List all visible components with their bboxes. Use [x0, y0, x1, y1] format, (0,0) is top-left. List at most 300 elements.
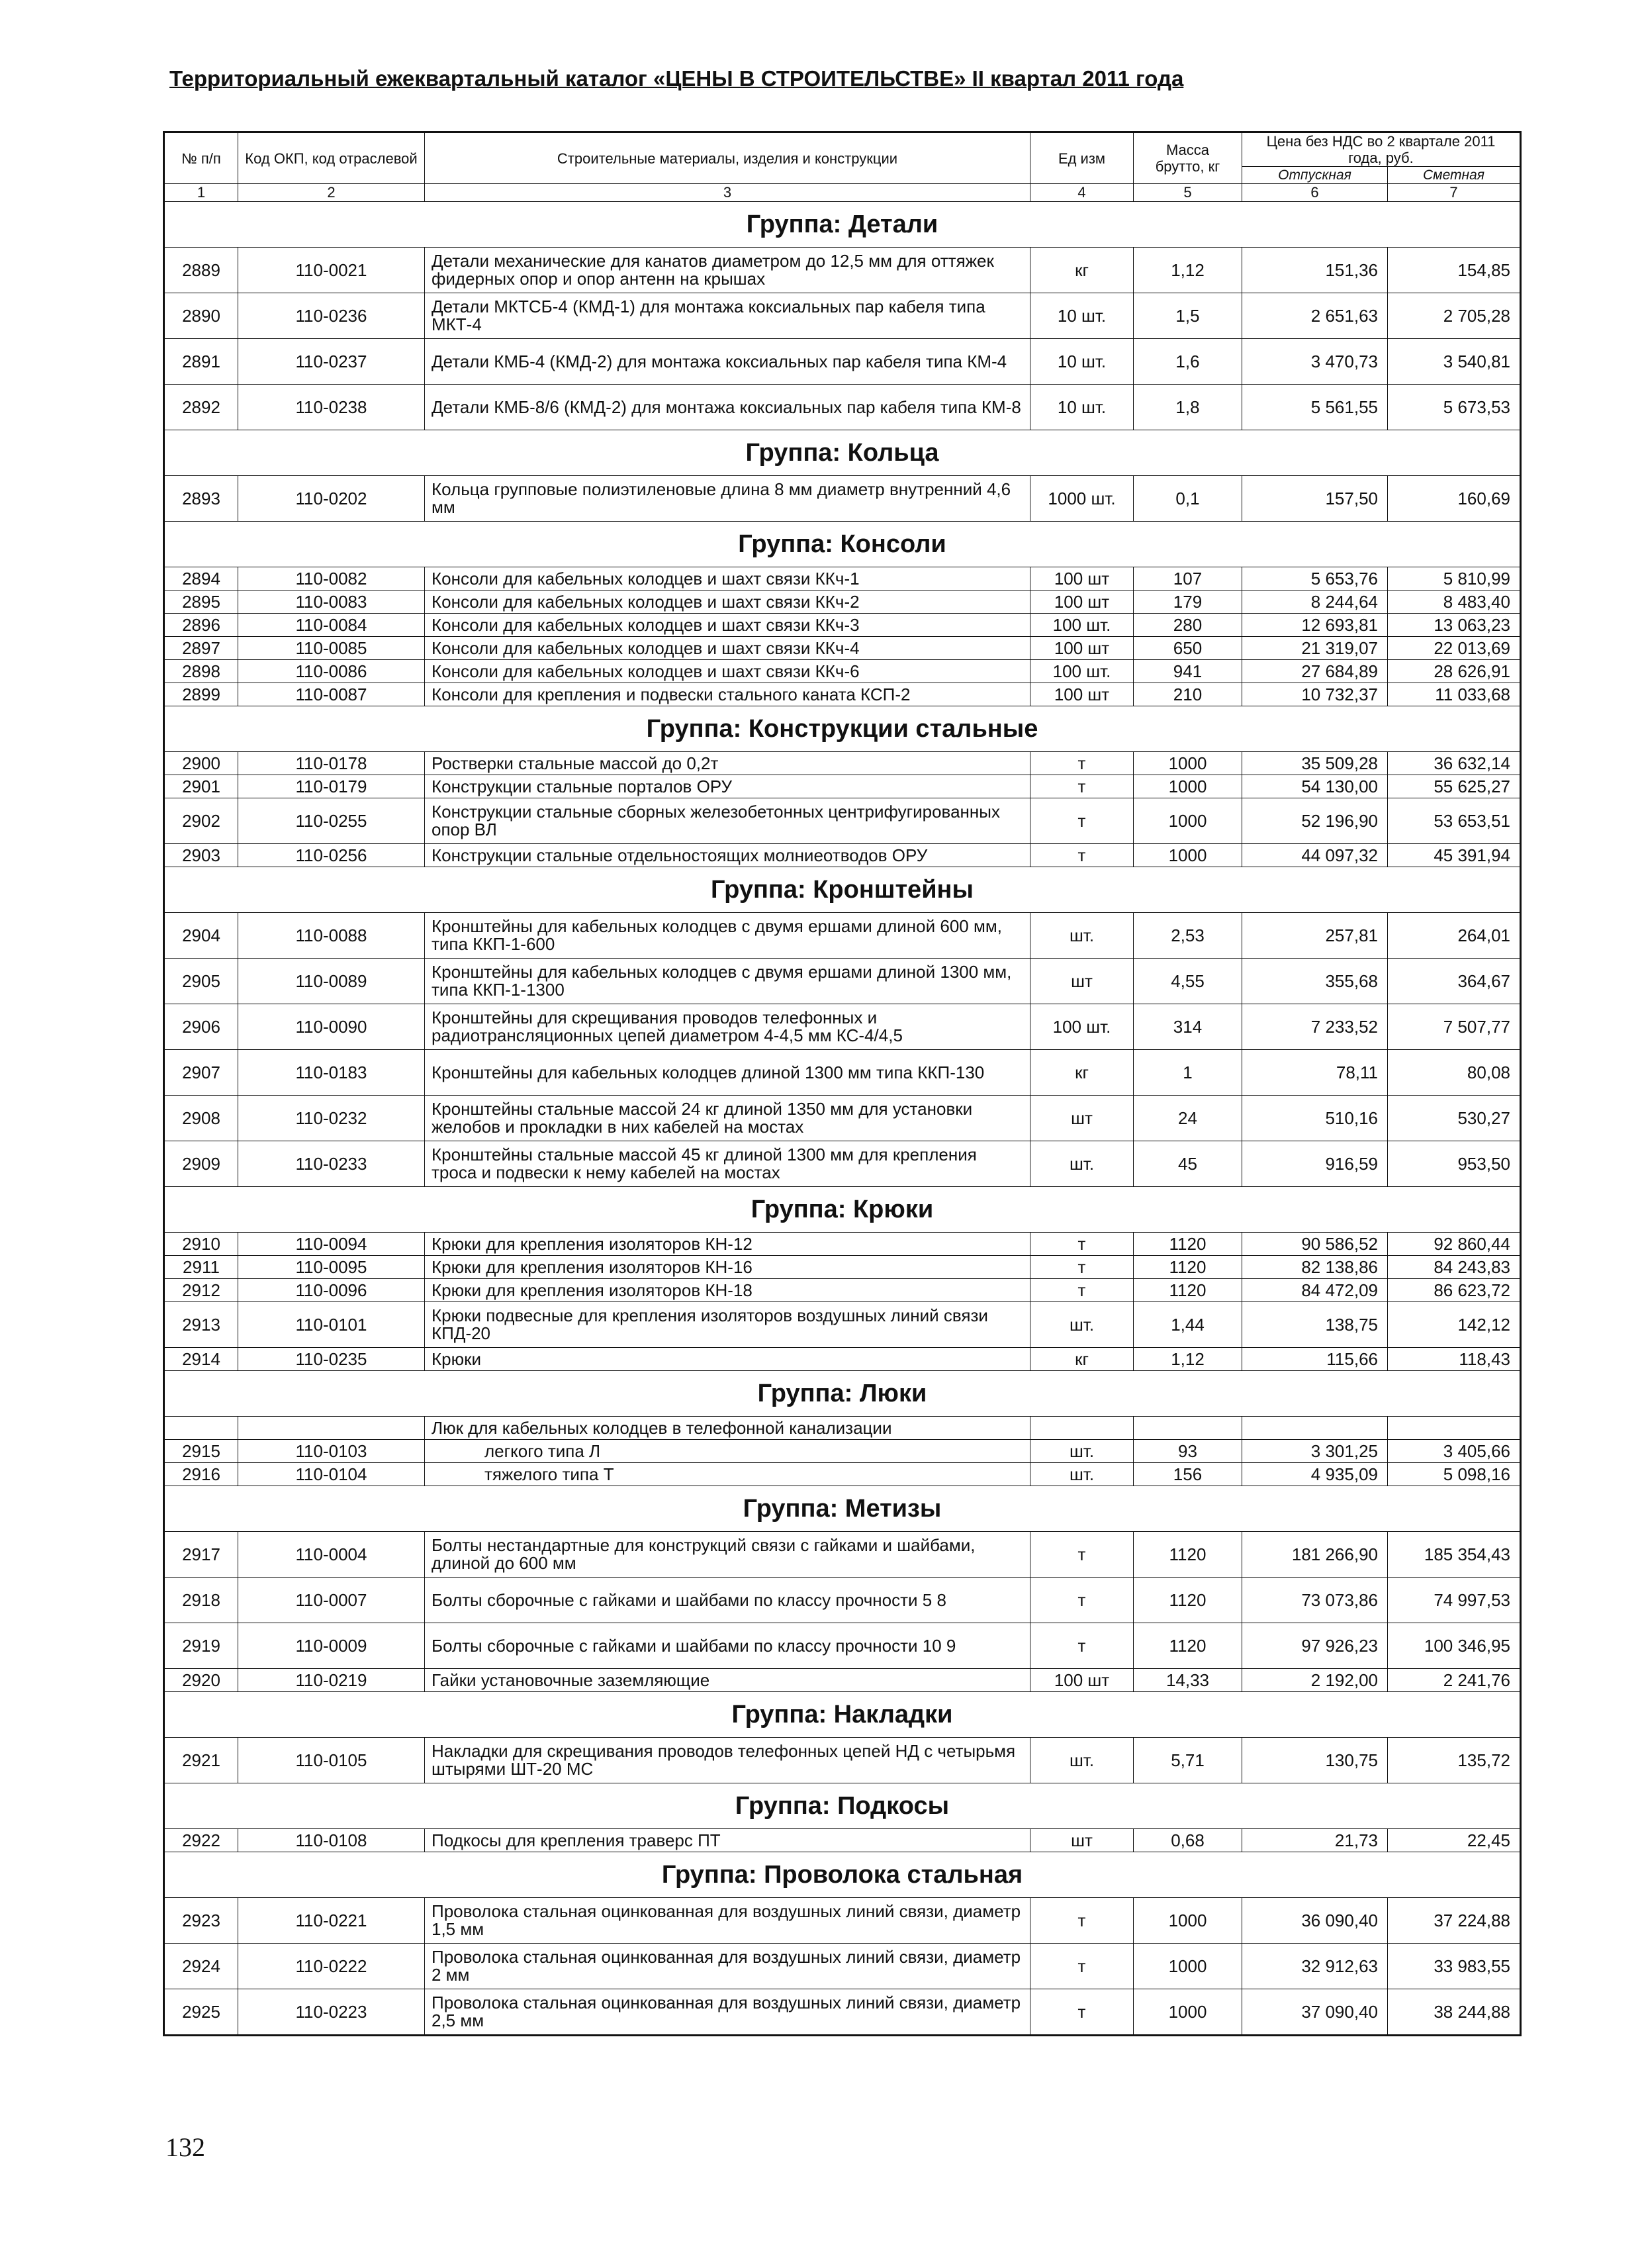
table-row: [164, 614, 1521, 637]
price-estimate: [1388, 1417, 1521, 1440]
gross-mass: 0,68: [1134, 1829, 1242, 1852]
header-code: Код ОКП, код отраслевой: [238, 132, 425, 184]
row-number: 2917: [164, 1532, 238, 1578]
table-row: [164, 339, 1521, 385]
price-estimate: 100 346,95: [1388, 1623, 1521, 1669]
group-row: [164, 1692, 1521, 1738]
price-estimate: 5 810,99: [1388, 567, 1521, 591]
okp-code: 110-0238: [238, 385, 425, 430]
price-release: 5 561,55: [1242, 385, 1388, 430]
gross-mass: 1120: [1134, 1256, 1242, 1279]
table-body: [164, 132, 1521, 2036]
price-estimate: 86 623,72: [1388, 1279, 1521, 1302]
item-name: Детали КМБ-8/6 (КМД-2) для монтажа коксиальных пар кабеля типа КМ-8: [425, 385, 1030, 430]
gross-mass: 1120: [1134, 1532, 1242, 1578]
table-row: [164, 476, 1521, 522]
table-row: [164, 1417, 1521, 1440]
gross-mass: 1000: [1134, 752, 1242, 775]
okp-code: 110-0088: [238, 913, 425, 959]
group-title: Группа: Подкосы: [164, 1783, 1521, 1829]
unit-of-measure: шт.: [1030, 1463, 1134, 1486]
table-row: [164, 293, 1521, 339]
page-title: Территориальный ежеквартальный каталог «ЦЕНЫ В СТРОИТЕЛЬСТВЕ» II квартал 2011 года: [169, 66, 1184, 91]
unit-of-measure: т: [1030, 1256, 1134, 1279]
price-release: 12 693,81: [1242, 614, 1388, 637]
table-row: [164, 1989, 1521, 2036]
price-release: 37 090,40: [1242, 1989, 1388, 2036]
price-estimate: 11 033,68: [1388, 683, 1521, 706]
header-price-estimate: Сметная: [1388, 167, 1521, 184]
price-estimate: 53 653,51: [1388, 798, 1521, 844]
unit-of-measure: шт.: [1030, 1738, 1134, 1783]
gross-mass: 1000: [1134, 1989, 1242, 2036]
okp-code: 110-0087: [238, 683, 425, 706]
item-name: Болты сборочные с гайками и шайбами по классу прочности 5 8: [425, 1578, 1030, 1623]
header-price: Цена без НДС во 2 квартале 2011 года, руб.: [1242, 132, 1521, 167]
okp-code: 110-0086: [238, 660, 425, 683]
group-row: [164, 202, 1521, 248]
table-row: [164, 1096, 1521, 1141]
price-estimate: 13 063,23: [1388, 614, 1521, 637]
okp-code: 110-0090: [238, 1004, 425, 1050]
price-release: 73 073,86: [1242, 1578, 1388, 1623]
group-row: [164, 1783, 1521, 1829]
item-name: Проволока стальная оцинкованная для воздушных линий связи, диаметр 1,5 мм: [425, 1898, 1030, 1944]
row-number: 2900: [164, 752, 238, 775]
item-name: Кронштейны для кабельных колодцев с двумя ершами длиной 600 мм, типа ККП-1-600: [425, 913, 1030, 959]
unit-of-measure: т: [1030, 1578, 1134, 1623]
price-estimate: 36 632,14: [1388, 752, 1521, 775]
table-row: [164, 1302, 1521, 1348]
item-name: Ростверки стальные массой до 0,2т: [425, 752, 1030, 775]
item-name: Кронштейны стальные массой 45 кг длиной 1300 мм для крепления троса и подвески к нему кабелей на мостах: [425, 1141, 1030, 1187]
okp-code: 110-0103: [238, 1440, 425, 1463]
gross-mass: 1,8: [1134, 385, 1242, 430]
okp-code: 110-0202: [238, 476, 425, 522]
okp-code: [238, 1417, 425, 1440]
table-row: [164, 1279, 1521, 1302]
gross-mass: 1000: [1134, 775, 1242, 798]
row-number: 2893: [164, 476, 238, 522]
header-name: Строительные материалы, изделия и конструкции: [425, 132, 1030, 184]
price-estimate: 185 354,43: [1388, 1532, 1521, 1578]
price-release: 90 586,52: [1242, 1233, 1388, 1256]
unit-of-measure: т: [1030, 798, 1134, 844]
row-number: 2898: [164, 660, 238, 683]
column-number-row: [164, 184, 1521, 202]
okp-code: 110-0255: [238, 798, 425, 844]
header-mass: Масса брутто, кг: [1134, 132, 1242, 184]
okp-code: 110-0095: [238, 1256, 425, 1279]
okp-code: 110-0222: [238, 1944, 425, 1989]
okp-code: 110-0004: [238, 1532, 425, 1578]
item-name: Кронштейны для кабельных колодцев с двумя ершами длиной 1300 мм, типа ККП-1-1300: [425, 959, 1030, 1004]
item-name: Конструкции стальные отдельностоящих молниеотводов ОРУ: [425, 844, 1030, 867]
price-estimate: 8 483,40: [1388, 591, 1521, 614]
row-number: 2906: [164, 1004, 238, 1050]
group-title: Группа: Кронштейны: [164, 867, 1521, 913]
table-row: [164, 1669, 1521, 1692]
row-number: [164, 1417, 238, 1440]
gross-mass: 1120: [1134, 1233, 1242, 1256]
okp-code: 110-0009: [238, 1623, 425, 1669]
price-release: 54 130,00: [1242, 775, 1388, 798]
unit-of-measure: 1000 шт.: [1030, 476, 1134, 522]
unit-of-measure: 100 шт.: [1030, 660, 1134, 683]
gross-mass: 14,33: [1134, 1669, 1242, 1692]
price-estimate: 5 673,53: [1388, 385, 1521, 430]
table-row: [164, 1738, 1521, 1783]
table-row: [164, 1348, 1521, 1371]
price-estimate: 2 705,28: [1388, 293, 1521, 339]
row-number: 2894: [164, 567, 238, 591]
price-estimate: 264,01: [1388, 913, 1521, 959]
item-name: Накладки для скрещивания проводов телефонных цепей НД с четырьмя штырями ШТ-20 МС: [425, 1738, 1030, 1783]
price-estimate: 530,27: [1388, 1096, 1521, 1141]
price-estimate: 22 013,69: [1388, 637, 1521, 660]
okp-code: 110-0085: [238, 637, 425, 660]
group-title: Группа: Люки: [164, 1371, 1521, 1417]
price-release: 355,68: [1242, 959, 1388, 1004]
column-number: 4: [1030, 184, 1134, 202]
okp-code: 110-0089: [238, 959, 425, 1004]
table-row: [164, 959, 1521, 1004]
price-estimate: 28 626,91: [1388, 660, 1521, 683]
okp-code: 110-0083: [238, 591, 425, 614]
gross-mass: 1,6: [1134, 339, 1242, 385]
gross-mass: [1134, 1417, 1242, 1440]
unit-of-measure: 100 шт: [1030, 637, 1134, 660]
unit-of-measure: 100 шт: [1030, 1669, 1134, 1692]
unit-of-measure: т: [1030, 1279, 1134, 1302]
group-title: Группа: Накладки: [164, 1692, 1521, 1738]
price-release: 27 684,89: [1242, 660, 1388, 683]
gross-mass: 1120: [1134, 1578, 1242, 1623]
price-estimate: 84 243,83: [1388, 1256, 1521, 1279]
okp-code: 110-0233: [238, 1141, 425, 1187]
row-number: 2921: [164, 1738, 238, 1783]
item-name: Консоли для кабельных колодцев и шахт связи ККч-4: [425, 637, 1030, 660]
price-release: 2 192,00: [1242, 1669, 1388, 1692]
group-title: Группа: Проволока стальная: [164, 1852, 1521, 1898]
price-release: 2 651,63: [1242, 293, 1388, 339]
row-number: 2908: [164, 1096, 238, 1141]
price-release: 138,75: [1242, 1302, 1388, 1348]
okp-code: 110-0179: [238, 775, 425, 798]
price-estimate: 7 507,77: [1388, 1004, 1521, 1050]
price-release: 5 653,76: [1242, 567, 1388, 591]
row-number: 2890: [164, 293, 238, 339]
item-name: Проволока стальная оцинкованная для воздушных линий связи, диаметр 2,5 мм: [425, 1989, 1030, 2036]
unit-of-measure: т: [1030, 1944, 1134, 1989]
unit-of-measure: 100 шт: [1030, 567, 1134, 591]
group-title: Группа: Консоли: [164, 522, 1521, 567]
item-name: Подкосы для крепления траверс ПТ: [425, 1829, 1030, 1852]
okp-code: 110-0219: [238, 1669, 425, 1692]
table-row: [164, 1898, 1521, 1944]
okp-code: 110-0236: [238, 293, 425, 339]
item-name: легкого типа Л: [425, 1440, 1030, 1463]
price-estimate: 364,67: [1388, 959, 1521, 1004]
table-row: [164, 1532, 1521, 1578]
unit-of-measure: кг: [1030, 248, 1134, 293]
item-name: Крюки для крепления изоляторов КН-18: [425, 1279, 1030, 1302]
gross-mass: 1000: [1134, 1944, 1242, 1989]
okp-code: 110-0178: [238, 752, 425, 775]
price-estimate: 55 625,27: [1388, 775, 1521, 798]
okp-code: 110-0237: [238, 339, 425, 385]
item-name: Крюки для крепления изоляторов КН-16: [425, 1256, 1030, 1279]
item-name: Болты сборочные с гайками и шайбами по классу прочности 10 9: [425, 1623, 1030, 1669]
unit-of-measure: шт.: [1030, 913, 1134, 959]
price-release: 157,50: [1242, 476, 1388, 522]
gross-mass: 93: [1134, 1440, 1242, 1463]
gross-mass: 280: [1134, 614, 1242, 637]
row-number: 2892: [164, 385, 238, 430]
gross-mass: 1000: [1134, 798, 1242, 844]
table-row: [164, 1050, 1521, 1096]
table-row: [164, 1463, 1521, 1486]
price-release: [1242, 1417, 1388, 1440]
row-number: 2916: [164, 1463, 238, 1486]
row-number: 2889: [164, 248, 238, 293]
unit-of-measure: т: [1030, 1532, 1134, 1578]
item-name: Консоли для кабельных колодцев и шахт связи ККч-2: [425, 591, 1030, 614]
unit-of-measure: шт.: [1030, 1141, 1134, 1187]
table-row: [164, 1623, 1521, 1669]
price-estimate: 142,12: [1388, 1302, 1521, 1348]
price-estimate: 33 983,55: [1388, 1944, 1521, 1989]
gross-mass: 650: [1134, 637, 1242, 660]
column-number: 1: [164, 184, 238, 202]
price-estimate: 3 405,66: [1388, 1440, 1521, 1463]
header-unit: Ед изм: [1030, 132, 1134, 184]
gross-mass: 1,12: [1134, 1348, 1242, 1371]
okp-code: 110-0221: [238, 1898, 425, 1944]
price-estimate: 118,43: [1388, 1348, 1521, 1371]
price-release: 4 935,09: [1242, 1463, 1388, 1486]
row-number: 2922: [164, 1829, 238, 1852]
gross-mass: 1000: [1134, 844, 1242, 867]
group-row: [164, 430, 1521, 476]
price-release: 84 472,09: [1242, 1279, 1388, 1302]
table-row: [164, 1004, 1521, 1050]
price-release: 32 912,63: [1242, 1944, 1388, 1989]
gross-mass: 5,71: [1134, 1738, 1242, 1783]
okp-code: 110-0223: [238, 1989, 425, 2036]
price-estimate: 45 391,94: [1388, 844, 1521, 867]
table-row: [164, 798, 1521, 844]
row-number: 2901: [164, 775, 238, 798]
row-number: 2897: [164, 637, 238, 660]
header-num: № п/п: [164, 132, 238, 184]
price-release: 10 732,37: [1242, 683, 1388, 706]
okp-code: 110-0256: [238, 844, 425, 867]
item-name: Кронштейны для кабельных колодцев длиной 1300 мм типа ККП-130: [425, 1050, 1030, 1096]
unit-of-measure: т: [1030, 1989, 1134, 2036]
price-release: 44 097,32: [1242, 844, 1388, 867]
price-release: 3 301,25: [1242, 1440, 1388, 1463]
gross-mass: 4,55: [1134, 959, 1242, 1004]
group-title: Группа: Кольца: [164, 430, 1521, 476]
table-row: [164, 775, 1521, 798]
table-row: [164, 1829, 1521, 1852]
unit-of-measure: т: [1030, 775, 1134, 798]
price-catalog: [163, 131, 1520, 2036]
table-row: [164, 683, 1521, 706]
item-name: Детали МКТСБ-4 (КМД-1) для монтажа коксиальных пар кабеля типа МКТ-4: [425, 293, 1030, 339]
header-row: [164, 132, 1521, 167]
row-number: 2911: [164, 1256, 238, 1279]
okp-code: 110-0007: [238, 1578, 425, 1623]
table-row: [164, 844, 1521, 867]
unit-of-measure: т: [1030, 1233, 1134, 1256]
group-title: Группа: Конструкции стальные: [164, 706, 1521, 752]
page-number: 132: [165, 2132, 205, 2162]
group-title: Группа: Метизы: [164, 1486, 1521, 1532]
group-title: Группа: Крюки: [164, 1187, 1521, 1233]
price-release: 78,11: [1242, 1050, 1388, 1096]
okp-code: 110-0105: [238, 1738, 425, 1783]
unit-of-measure: т: [1030, 752, 1134, 775]
gross-mass: 314: [1134, 1004, 1242, 1050]
gross-mass: 1,44: [1134, 1302, 1242, 1348]
unit-of-measure: т: [1030, 1898, 1134, 1944]
unit-of-measure: 100 шт: [1030, 591, 1134, 614]
unit-of-measure: 10 шт.: [1030, 293, 1134, 339]
okp-code: 110-0082: [238, 567, 425, 591]
table-row: [164, 1578, 1521, 1623]
gross-mass: 0,1: [1134, 476, 1242, 522]
column-number: 7: [1388, 184, 1521, 202]
row-number: 2920: [164, 1669, 238, 1692]
price-estimate: 953,50: [1388, 1141, 1521, 1187]
table-row: [164, 913, 1521, 959]
gross-mass: 2,53: [1134, 913, 1242, 959]
row-number: 2903: [164, 844, 238, 867]
okp-code: 110-0094: [238, 1233, 425, 1256]
price-release: 151,36: [1242, 248, 1388, 293]
unit-of-measure: кг: [1030, 1348, 1134, 1371]
item-name: Конструкции стальные сборных железобетонных центрифугированных опор ВЛ: [425, 798, 1030, 844]
table-row: [164, 591, 1521, 614]
row-number: 2912: [164, 1279, 238, 1302]
item-name: Крюки: [425, 1348, 1030, 1371]
row-number: 2899: [164, 683, 238, 706]
group-row: [164, 1486, 1521, 1532]
price-estimate: 2 241,76: [1388, 1669, 1521, 1692]
row-number: 2919: [164, 1623, 238, 1669]
price-estimate: 5 098,16: [1388, 1463, 1521, 1486]
gross-mass: 1,12: [1134, 248, 1242, 293]
item-name: Детали механические для канатов диаметром до 12,5 мм для оттяжек фидерных опор и опор антенн на крышах: [425, 248, 1030, 293]
price-estimate: 22,45: [1388, 1829, 1521, 1852]
gross-mass: 1000: [1134, 1898, 1242, 1944]
price-estimate: 92 860,44: [1388, 1233, 1521, 1256]
gross-mass: 941: [1134, 660, 1242, 683]
gross-mass: 210: [1134, 683, 1242, 706]
item-name: Кронштейны для скрещивания проводов телефонных и радиотрансляционных цепей диаметром 4-4,5 мм КС-4/4,5: [425, 1004, 1030, 1050]
header-price-release: Отпускная: [1242, 167, 1388, 184]
okp-code: 110-0232: [238, 1096, 425, 1141]
group-row: [164, 1852, 1521, 1898]
table-row: [164, 1256, 1521, 1279]
gross-mass: 1: [1134, 1050, 1242, 1096]
unit-of-measure: [1030, 1417, 1134, 1440]
unit-of-measure: 10 шт.: [1030, 385, 1134, 430]
item-name: Кронштейны стальные массой 24 кг длиной 1350 мм для установки желобов и прокладки в них кабелей на мостах: [425, 1096, 1030, 1141]
okp-code: 110-0021: [238, 248, 425, 293]
row-number: 2910: [164, 1233, 238, 1256]
table-row: [164, 1141, 1521, 1187]
table-row: [164, 637, 1521, 660]
row-number: 2914: [164, 1348, 238, 1371]
okp-code: 110-0108: [238, 1829, 425, 1852]
row-number: 2918: [164, 1578, 238, 1623]
price-estimate: 3 540,81: [1388, 339, 1521, 385]
item-name: Люк для кабельных колодцев в телефонной канализации: [425, 1417, 1030, 1440]
price-estimate: 135,72: [1388, 1738, 1521, 1783]
price-release: 21,73: [1242, 1829, 1388, 1852]
unit-of-measure: шт: [1030, 1829, 1134, 1852]
unit-of-measure: шт.: [1030, 1440, 1134, 1463]
item-name: Кольца групповые полиэтиленовые длина 8 мм диаметр внутренний 4,6 мм: [425, 476, 1030, 522]
price-estimate: 38 244,88: [1388, 1989, 1521, 2036]
price-release: 7 233,52: [1242, 1004, 1388, 1050]
price-release: 52 196,90: [1242, 798, 1388, 844]
price-release: 82 138,86: [1242, 1256, 1388, 1279]
item-name: Консоли для крепления и подвески стального каната КСП-2: [425, 683, 1030, 706]
unit-of-measure: 10 шт.: [1030, 339, 1134, 385]
row-number: 2891: [164, 339, 238, 385]
price-release: 8 244,64: [1242, 591, 1388, 614]
group-row: [164, 522, 1521, 567]
okp-code: 110-0104: [238, 1463, 425, 1486]
item-name: Консоли для кабельных колодцев и шахт связи ККч-1: [425, 567, 1030, 591]
gross-mass: 24: [1134, 1096, 1242, 1141]
gross-mass: 1120: [1134, 1623, 1242, 1669]
gross-mass: 45: [1134, 1141, 1242, 1187]
price-estimate: 154,85: [1388, 248, 1521, 293]
table-row: [164, 1233, 1521, 1256]
unit-of-measure: т: [1030, 844, 1134, 867]
unit-of-measure: 100 шт.: [1030, 614, 1134, 637]
item-name: Консоли для кабельных колодцев и шахт связи ККч-3: [425, 614, 1030, 637]
unit-of-measure: 100 шт.: [1030, 1004, 1134, 1050]
item-name: Гайки установочные заземляющие: [425, 1669, 1030, 1692]
row-number: 2924: [164, 1944, 238, 1989]
price-estimate: 74 997,53: [1388, 1578, 1521, 1623]
okp-code: 110-0084: [238, 614, 425, 637]
row-number: 2905: [164, 959, 238, 1004]
row-number: 2915: [164, 1440, 238, 1463]
group-title: Группа: Детали: [164, 202, 1521, 248]
okp-code: 110-0096: [238, 1279, 425, 1302]
price-release: 181 266,90: [1242, 1532, 1388, 1578]
price-estimate: 160,69: [1388, 476, 1521, 522]
okp-code: 110-0101: [238, 1302, 425, 1348]
price-release: 97 926,23: [1242, 1623, 1388, 1669]
row-number: 2904: [164, 913, 238, 959]
group-row: [164, 706, 1521, 752]
price-release: 115,66: [1242, 1348, 1388, 1371]
row-number: 2909: [164, 1141, 238, 1187]
row-number: 2925: [164, 1989, 238, 2036]
gross-mass: 179: [1134, 591, 1242, 614]
group-row: [164, 1187, 1521, 1233]
okp-code: 110-0235: [238, 1348, 425, 1371]
column-number: 3: [425, 184, 1030, 202]
